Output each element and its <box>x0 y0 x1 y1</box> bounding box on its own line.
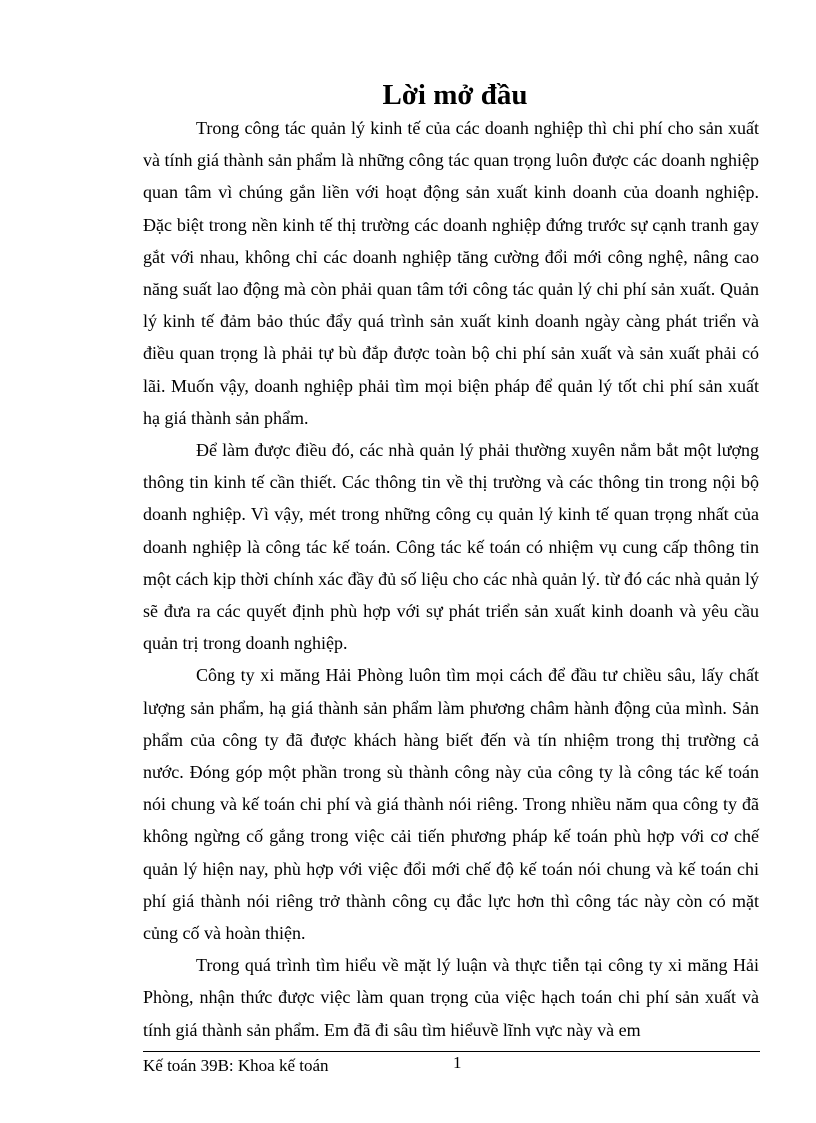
page-content <box>143 78 759 1046</box>
page-title: Lời mở đầu <box>382 79 528 111</box>
footer-label: Kế toán 39B: Khoa kế toán <box>143 1056 329 1075</box>
paragraph-1: Trong công tác quản lý kinh tế của các doanh nghiệp thì chi phí cho sản xuất và tính giá thành sản phẩm là những công tác quan trọng luôn được các doanh nghiệp quan tâm vì chúng gắn liền với hoạt động sản xuất kinh doanh của doanh nghiệp. Đặc biệt trong nền kinh tế thị trường các doanh nghiệp đứng trước sự cạnh tranh gay gắt với nhau, không chỉ các doanh nghiệp tăng cường đổi mới công nghệ, nâng cao năng suất lao động mà còn phải quan tâm tới công tác quản lý chi phí sản xuất. Quản lý kinh tế đảm bảo thúc đẩy quá trình sản xuất kinh doanh ngày càng phát triển và điều quan trọng là phải tự bù đắp được toàn bộ chi phí sản xuất và sản xuất phải có lãi. Muốn vậy, doanh nghiệp phải tìm mọi biện pháp để quản lý tốt chi phí sản xuất hạ giá thành sản phẩm. <box>143 118 759 428</box>
paragraph-2: Để làm được điều đó, các nhà quản lý phải thường xuyên nắm bắt một lượng thông tin kinh tế cần thiết. Các thông tin về thị trường và các thông tin trong nội bộ doanh nghiệp. Vì vậy, mét trong những công cụ quản lý kinh tế quan trọng nhất của doanh nghiệp là công tác kế toán. Công tác kế toán có nhiệm vụ cung cấp thông tin một cách kịp thời chính xác đầy đủ số liệu cho các nhà quản lý. từ đó các nhà quản lý sẽ đưa ra các quyết định phù hợp với sự phát triển sản xuất kinh doanh và yêu cầu quản trị trong doanh nghiệp. <box>143 440 759 654</box>
paragraph-4: Trong quá trình tìm hiểu về mặt lý luận và thực tiễn tại công ty xi măng Hải Phòng, nhận thức được việc làm quan trọng của việc hạch toán chi phí sản xuất và tính giá thành sản phẩm. Em đã đi sâu tìm hiểuvề lĩnh vực này và em <box>143 955 759 1040</box>
paragraph-3: Công ty xi măng Hải Phòng luôn tìm mọi cách để đầu tư chiều sâu, lấy chất lượng sản phẩm, hạ giá thành sản phẩm làm phương châm hành động của mình. Sản phẩm của công ty đã được khách hàng biết đến và tín nhiệm trong thị trường cả nước. Đóng góp một phần trong sù thành công này của công ty là công tác kế toán nói chung và kế toán chi phí và giá thành nói riêng. Trong nhiều năm qua công ty đã không ngừng cố gắng trong việc cải tiến phương pháp kế toán phù hợp với cơ chế quản lý hiện nay, phù hợp với việc đổi mới chế độ kế toán nói chung và kế toán chi phí giá thành nói riêng trở thành công cụ đắc lực hơn thì công tác này còn có mặt củng cố và hoàn thiện. <box>143 665 759 944</box>
page-number: 1 <box>453 1053 462 1072</box>
footer-divider <box>143 1051 760 1052</box>
